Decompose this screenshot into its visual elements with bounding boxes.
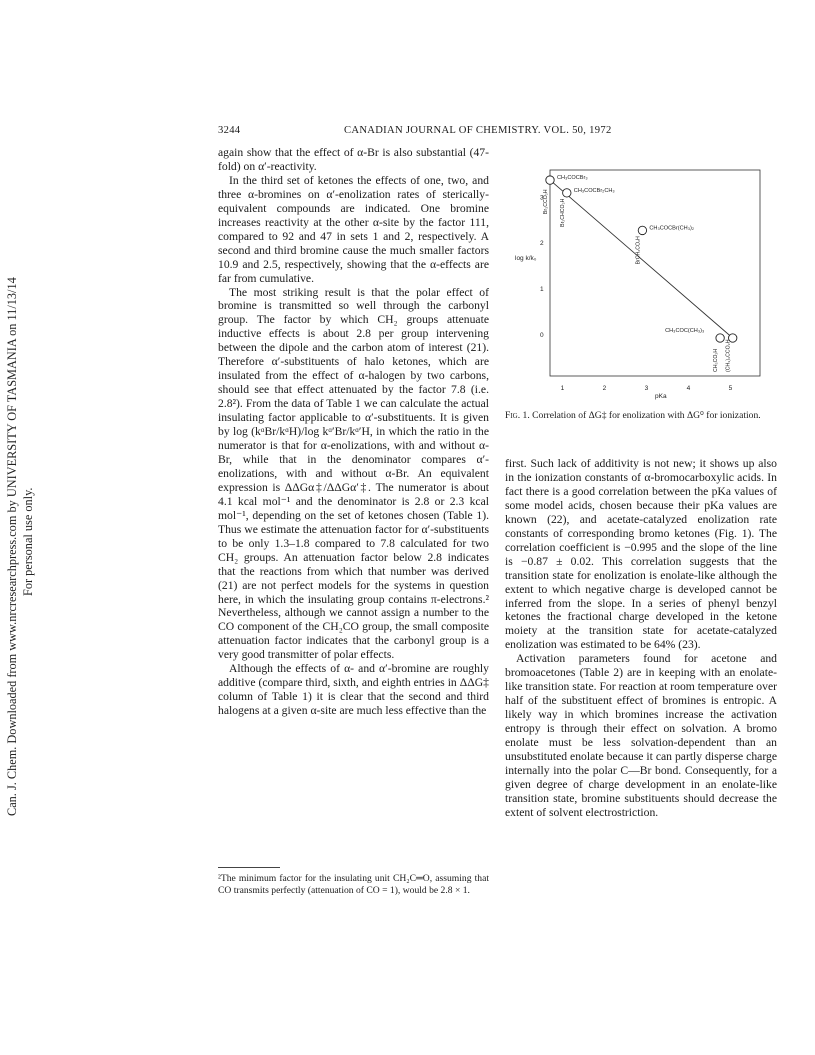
data-point xyxy=(716,334,724,342)
footnote: ²The minimum factor for the insulating unit CH₂C═O, assuming that CO transmits perfectly (attenuation of CO = 1), would be 2.8 × 1. xyxy=(218,873,489,896)
page-number: 3244 xyxy=(218,125,241,136)
caption-text: Correlation of ΔG‡ for enolization with ΔG⁰ for ionization. xyxy=(532,410,761,421)
paragraph: Activation parameters found for acetone and bromoacetones (Table 2) are in keeping with an enolate-like transition state. For reaction at room temperature over half of the substituent effect of bromines is entropic. A likely way in which bromines increase the activation entropy is through their effect on solvation. A bromo enolate must be less solvation-dependent than an unsubstituted enolate because it can partly disperse charge internally into the polar C—Br bond. Consequently, for a given degree of charge development in an enolate-like transition state, bromine substituents should decrease the extent of solvent electrostriction. xyxy=(505,652,777,819)
y-tick-label: 3 xyxy=(540,194,544,202)
running-header xyxy=(218,125,770,141)
paragraph: Although the effects of α- and α′-bromine are roughly additive (compare third, sixth, and eighth entries in ΔΔG‡ column of Table 1) it is clear that the second and third halogens at a given α-site are much less effective than the xyxy=(218,662,489,718)
correlation-chart xyxy=(505,150,777,410)
acid-label: BrCH₂CO₂H xyxy=(635,236,642,265)
acid-label: Br₃CCO₂H xyxy=(543,189,549,215)
left-column xyxy=(218,146,489,718)
x-tick-label: 3 xyxy=(644,385,649,392)
x-axis-label: pKa xyxy=(655,393,667,400)
acid-label: (CH₃)₃CCO₂H xyxy=(725,339,732,373)
x-tick-label: 1 xyxy=(560,385,565,392)
paragraph: again show that the effect of α-Br is also substantial (47-fold) on α′-reactivity. xyxy=(218,146,489,173)
right-column xyxy=(505,457,777,820)
point-label: CH₃COC(CH₃)₃ xyxy=(665,328,705,335)
data-point xyxy=(638,226,646,234)
download-notice-line2: For personal use only. xyxy=(21,487,35,596)
data-point xyxy=(563,189,571,197)
x-tick-label: 5 xyxy=(728,385,733,392)
x-tick-label: 4 xyxy=(686,385,691,392)
download-notice-line1: Can. J. Chem. Downloaded from www.nrcresearchpress.com by UNIVERSITY OF TASMANIA on 11/13/14 xyxy=(5,277,19,816)
caption-label: Fig. 1. xyxy=(505,410,530,421)
figure-1 xyxy=(505,150,777,450)
acid-label: CH₃CO₂H xyxy=(713,348,720,373)
journal-title: CANADIAN JOURNAL OF CHEMISTRY. VOL. 50, 1972 xyxy=(344,125,612,136)
point-label: CH₃COCBr₂CH₃ xyxy=(573,187,615,194)
data-point xyxy=(546,176,554,184)
y-axis-label: log k/k₀ xyxy=(515,255,537,262)
figure-caption xyxy=(505,410,777,421)
paragraph: In the third set of ketones the effects of one, two, and three α-bromines on α′-enolization rates of sterically-equivalent compounds are indicated. One bromine increases reactivity at the other α-site by the factor 111, compared to 92 and 47 in sets 1 and 2, respectively. A second and third bromine cause the much smaller factors 10.9 and 2.5, respectively, showing that the α-effects are far from cumulative. xyxy=(218,173,489,285)
y-tick-label: 0 xyxy=(540,331,544,339)
download-notice xyxy=(2,180,44,820)
x-tick-label: 2 xyxy=(602,385,607,392)
acid-label: Br₂CHCO₂H xyxy=(559,198,566,227)
point-label: CH₃COCBr₃ xyxy=(557,175,588,182)
footnote-rule xyxy=(218,867,280,868)
y-tick-label: 2 xyxy=(540,240,544,248)
point-label: CH₃COCBr(CH₃)₂ xyxy=(649,225,695,232)
paragraph: The most striking result is that the polar effect of bromine is transmitted so well through the carbonyl group. The factor by which CH₂ groups attenuate inductive effects is about 2.8 per group intervening between the dipole and the carbon atom of interest (21). Therefore α′-substituents of halo ketones, which are insulated from the effect of α-halogen by two carbons, should see that effect attenuated by the factor 7.8 (i.e. 2.8²). From the data of Table 1 we can calculate the actual insulating factor applicable to α′-substituents. It is given by log (kᵅBr/kᵅH)/log kᵅ′Br/kᵅ′H, in which the ratio in the numerator is that for α-enolizations, with and without α-Br, while that in the denominator compares α′-enolizations, with and without α-Br. An equivalent expression is ΔΔGα‡/ΔΔGα′‡. The numerator is about 4.1 kcal mol⁻¹ and the denominator is 2.8 or 2.3 kcal mol⁻¹, depending on the set of ketones chosen (Table 1). Thus we estimate the attenuation factor for α′-substituents to be only 1.3–1.8 compared to 7.8 calculated for two CH₂ groups. An attenuation factor below 2.8 indicates that the reactions from which that number was derived (21) are not perfect models for the systems in question here, in which the insulating group contains π-electrons.² Nevertheless, although we cannot assign a number to the CO component of the CH₂CO group, the small composite attenuation factor indicates that the carbonyl group is a very good transmitter of polar effects. xyxy=(218,285,489,662)
paragraph: first. Such lack of additivity is not new; it shows up also in the ionization constants of α-bromocarboxylic acids. In fact there is a good correlation between the pKa values of some model acids, chosen because their pKa values are known (22), and acetate-catalyzed enolization rate constants of corresponding bromo ketones (Fig. 1). The correlation coefficient is −0.995 and the slope of the line is −0.87 ± 0.02. This correlation suggests that the transition state for enolization is enolate-like although the extent to which negative charge is developed cannot be inferred from the slope. In a series of phenyl benzyl ketones the fractional charge developed in the ketone moiety at the transition state for acetate-catalyzed enolization was estimated to be 64% (23). xyxy=(505,457,777,652)
y-tick-label: 1 xyxy=(540,286,544,294)
